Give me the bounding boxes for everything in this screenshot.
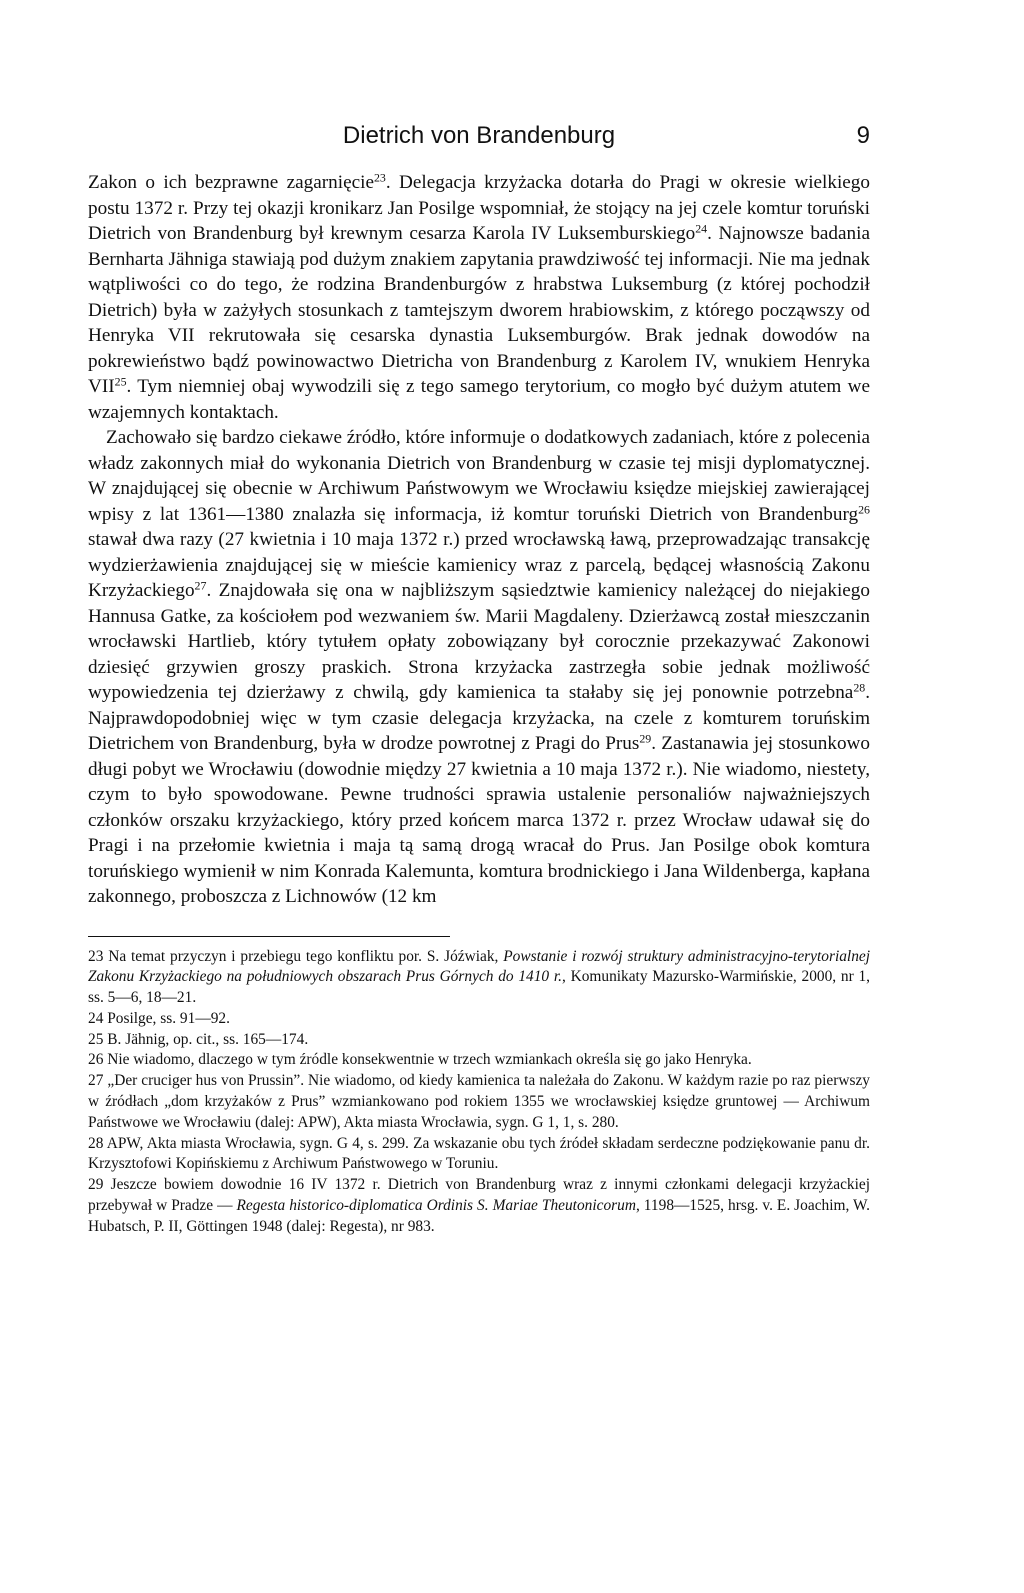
footnote-ref-28: 28 <box>853 680 866 695</box>
footnote-27: 27 „Der cruciger hus von Prussin”. Nie wiadomo, od kiedy kamienica ta należała do Zakonu. W każdym razie po raz pierwszy w źródłach „dom krzyżaków z Prus” wzmiankowano pod rokiem 1355 we wrocławskiej księdze gruntowej — Archiwum Państwowe we Wrocławiu (dalej: APW), Akta miasta Wrocławia, sygn. G 1, 1, s. 280. <box>88 1072 870 1131</box>
page-number: 9 <box>856 122 870 149</box>
footnote-ref-25: 25 <box>114 374 127 389</box>
text-run: . Tym niemniej obaj wywodzili się z tego samego terytorium, co mogło być dużym atutem we wzajemnych kontaktach. <box>88 376 870 423</box>
running-head <box>88 122 870 158</box>
footnote-28: 28 APW, Akta miasta Wrocławia, sygn. G 4, s. 299. Za wskazanie obu tych źródeł składam serdeczne podziękowanie panu dr. Krzysztofowi Kopińskiemu z Archiwum Państwowego w Toruniu. <box>88 1134 870 1173</box>
running-title: Dietrich von Brandenburg <box>342 122 616 149</box>
cited-title: Regesta historico-diplomatica Ordinis S. Mariae Theutonicorum <box>236 1197 636 1215</box>
footnote-ref-24: 24 <box>695 221 708 236</box>
footnote-25: 25 B. Jähnig, op. cit., ss. 165—174. <box>88 1030 309 1048</box>
footnote-29 <box>88 1175 870 1237</box>
footnote-26: 26 Nie wiadomo, dlaczego w tym źródle konsekwentnie w trzech wzmiankach określa się go jako Henryka. <box>88 1051 752 1069</box>
text-run: 29 Jeszcze bowiem dowodnie 16 IV 1372 r. Dietrich von Brandenburg wraz z innymi członkami delegacji krzyżackiej przebywał w Pradze — <box>88 1176 870 1215</box>
footnote-ref-29: 29 <box>639 731 652 746</box>
text-run: . Zastanawia jej stosunkowo długi pobyt we Wrocławiu (dowodnie między 27 kwietnia a 10 maja 1372 r.). Nie wiadomo, niestety, czym to było spowodowane. Pewne trudności sprawia ustalenie personaliów najważniejszych członków orszaku krzyżackiego, który przed końcem marca 1372 r. przez Wrocław udawał się do Pragi i na przełomie kwietnia i maja tą samą drogą wracał do Prus. Jan Posilge obok komtura toruńskiego wymienił w nim Konrada Kalemunta, komtura brodnickiego i Jana Wildenberga, kapłana zakonnego, proboszcza z Lichnowów (12 km <box>88 733 870 907</box>
text-run: , Komunikaty Mazursko-Warmińskie, 2000, nr 1, ss. 5—6, 18—21. <box>88 968 870 1007</box>
paragraph-1 <box>88 170 870 425</box>
text-run: . Znajdowała się ona w najbliższym sąsiedztwie kamienicy należącej do niejakiego Hannusa Gatke, za kościołem pod wezwaniem św. Marii Magdaleny. Dzierżawcą został mieszczanin wrocławski Hartlieb, który tytułem opłaty zobowiązany był corocznie przekazywać Zakonowi dziesięć grzywien groszy praskich. Strona krzyżacka zastrzegła sobie jednak możliwość wypowiedzenia tej dzierżawy z chwilą, gdy kamienica ta stałaby się jej ponownie potrzebna <box>88 580 870 703</box>
text-run: . Delegacja krzyżacka dotarła do Pragi w okresie wielkiego postu 1372 r. Przy tej okazji kronikarz Jan Posilge wspomniał, że stojący na jej czele komtur toruński Dietrich von Brandenburg był krewnym cesarza Karola IV Luksemburskiego <box>88 172 870 244</box>
text-run: , 1198—1525, hrsg. v. E. Joachim, W. Hubatsch, P. II, Göttingen 1948 (dalej: Regesta), nr 983. <box>88 1197 870 1235</box>
footnote-ref-23: 23 <box>373 170 386 185</box>
text-run: Zakon o ich bezprawne zagarnięcie <box>88 172 374 193</box>
text-run: . Najprawdopodobniej więc w tym czasie delegacja krzyżacka, na czele z komturem toruńskim Dietrichem von Brandenburg, była w drodze powrotnej z Pragi do Prus <box>88 682 870 754</box>
text-run: . Najnowsze badania Bernharta Jähniga stawiają pod dużym znakiem zapytania prawdziwość tej informacji. Nie ma jednak wątpliwości co do tego, że rodzina Brandenburgów z hrabstwa Luksemburg (z której pochodził Dietrich) była w zażyłych stosunkach z tamtejszym dworem hrabiowskim, z którego począwszy od Henryka VII rekrutowała się cesarska dynastia Luksemburgów. Brak jednak dowodów na pokrewieństwo bądź powinowactwo Dietricha von Brandenburg z Karolem IV, wnukiem Henryka VII <box>88 223 870 397</box>
footnote-ref-26: 26 <box>858 501 870 516</box>
footnote-24: 24 Posilge, ss. 91—92. <box>88 1009 230 1027</box>
paragraph-2 <box>88 425 870 910</box>
footnotes <box>88 947 870 1238</box>
footnote-divider <box>88 936 450 937</box>
cited-title: Powstanie i rozwój struktury administracyjno-terytorialnej Zakonu Krzyżackiego na południowych obszarach Prus Górnych do 1410 r. <box>88 947 870 986</box>
book-page <box>88 122 870 1238</box>
footnote-23 <box>88 947 870 1009</box>
text-run: 23 Na temat przyczyn i przebiegu tego konfliktu por. S. Jóźwiak, <box>88 947 504 965</box>
footnote-ref-27: 27 <box>194 578 207 593</box>
text-run: Zachowało się bardzo ciekawe źródło, które informuje o dodatkowych zadaniach, które z polecenia władz zakonnych miał do wykonania Dietrich von Brandenburg w czasie tej misji dyplomatycznej. W znajdującej się obecnie w Archiwum Państwowym we Wrocławiu księdze miejskiej zawierającej wpisy z lat 1361—1380 znalazła się informacja, iż komtur toruński Dietrich von Brandenburg <box>88 427 870 525</box>
main-text <box>88 170 870 910</box>
text-run: stawał dwa razy (27 kwietnia i 10 maja 1372 r.) przed wrocławską ławą, przeprowadzając transakcję wydzierżawienia znajdującej się w mieście kamienicy wraz z parcelą, będącej własnością Zakonu Krzyżackiego <box>88 529 870 601</box>
